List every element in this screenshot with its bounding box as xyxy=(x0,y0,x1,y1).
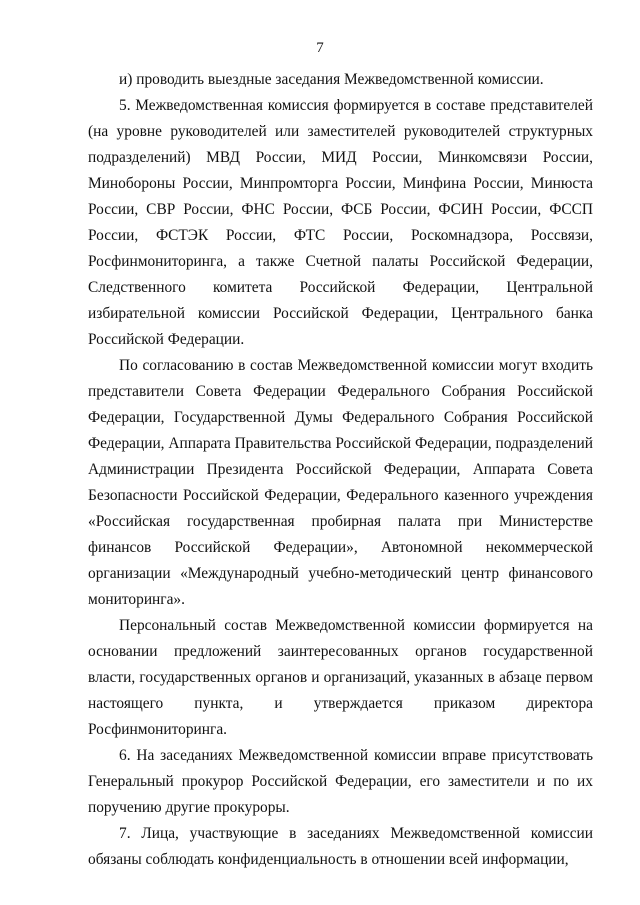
document-body xyxy=(88,67,593,873)
paragraph-item-i: и) проводить выездные заседания Межведомственной комиссии. xyxy=(119,71,544,88)
paragraph-clause-5: 5. Межведомственная комиссия формируется в составе представителей (на уровне руководителей или заместителей руководителей структурных подразделений) МВД России, МИД России, Минкомсвязи России, Минобороны России, Минпромторга России, Минфина России, Минюста России, СВР России, ФНС России, ФСБ России, ФСИН России, ФССП России, ФСТЭК России, ФТС России, Роскомнадзора, Россвязи, Росфинмониторинга, а также Счетной палаты Российской Федерации, Следственного комитета Российской Федерации, Центральной избирательной комиссии Российской Федерации, Центрального банка Российской Федерации. xyxy=(88,97,593,348)
page-number: 7 xyxy=(316,40,324,56)
paragraph-personal-composition: Персональный состав Межведомственной комиссии формируется на основании предложений заинтересованных органов государственной власти, государственных органов и организаций, указанных в абзаце первом настоящего пункта, и утверждается приказом директора Росфинмониторинга. xyxy=(88,617,593,738)
paragraph-by-agreement: По согласованию в состав Межведомственной комиссии могут входить представители Совета Федерации Федерального Собрания Российской Федерации, Государственной Думы Федерального Собрания Российской Федерации, Аппарата Правительства Российской Федерации, подразделений Администрации Президента Российской Федерации, Аппарата Совета Безопасности Российской Федерации, Федерального казенного учреждения «Российская государственная пробирная палата при Министерстве финансов Российской Федерации», Автономной некоммерческой организации «Международный учебно-методический центр финансового мониторинга». xyxy=(88,357,593,608)
paragraph-clause-7: 7. Лица, участвующие в заседаниях Межведомственной комиссии обязаны соблюдать конфиденциальность в отношении всей информации, xyxy=(88,825,593,868)
paragraph-clause-6: 6. На заседаниях Межведомственной комиссии вправе присутствовать Генеральный прокурор Российской Федерации, его заместители и по их поручению другие прокуроры. xyxy=(88,747,593,816)
